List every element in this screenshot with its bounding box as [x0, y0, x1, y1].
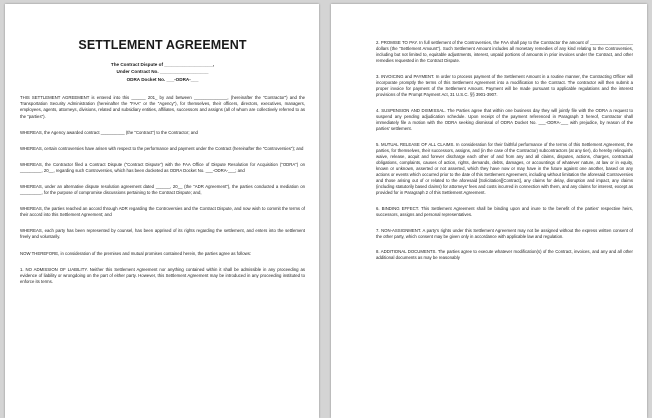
whereas-counsel-paragraph: WHEREAS, each party has been represented by counsel, has been apprised of its rights regarding the settlement, and enters into the settlement freely and voluntarily. — [20, 228, 305, 240]
whereas-contract-paragraph: WHEREAS, the Agency awarded contract __________ (the "Contract") to the Contractor; and — [20, 129, 198, 135]
whereas-controversies-paragraph: WHEREAS, certain controversies have arisen with respect to the performance and payment under the Contract (hereinafter the "Controversies"); and — [20, 145, 304, 151]
clause-5-paragraph: 5. MUTUAL RELEASE OF ALL CLAIMS. In consideration for their faithful performance of the terms of this Settlement Agreement, the parties, for themselves, their successors, assigns, and (in the case of the Contractor) subcontractors (at any tier), do hereby relinquish, waive, release, acquit and forever discharge each other of and from any and all claims, disputes, actions, charges, contractual obligations, complaints, causes of action, rights, demands, debts, damages, or accountings of whatever nature, at law or in equity, known or unknown, asserted or not asserted, which they have now or may have in the future against one another, based on any actions or events which occurred prior to the date of this Settlement Agreement, including without limitation the aforesaid Controversies and those arising out of or related to the aforesaid [Solicitation][Contract], any claims for delay, disruption and impact, any claims (including statutorily based claims) for attorneys' fees and costs incurred in connection with them, and any claims for interest, except as provided for in Paragraph 2 of this Settlement Agreement. — [376, 141, 633, 196]
page-1-content — [20, 38, 305, 295]
whereas-adr-paragraph: WHEREAS, under an alternative dispute resolution agreement dated ______, 20__ (the "ADR Agreement"), the parties conducted a mediation on _________, for the purpose of compromise discussions pertaining to the Contract Dispute; and, — [20, 183, 305, 196]
clause-1-paragraph: 1. NO ADMISSION OF LIABILITY. Neither this Settlement Agreement nor anything contained within it shall be admissible in any proceeding as evidence of liability or wrongdoing on the part of either party. However, this Settlement Agreement may be introduced in any proceeding instituted to enforce its terms. — [20, 266, 305, 284]
clause-3-paragraph: 3. INVOICING and PAYMENT. In order to process payment of the Settlement Amount in a routine manner, the Contracting Officer will incorporate promptly the terms of this Settlement Agreement into a modification to the Contract. The contractor will then submit a proper invoice for payment of the Settlement Amount. Payment will be made pursuant to applicable regulations and the interest provisions of the Prompt Payment Act, 31 U.S.C. §§ 3901-3907. — [376, 73, 633, 98]
document-title: SETTLEMENT AGREEMENT — [78, 38, 247, 52]
case-caption — [20, 61, 305, 83]
now-therefore-paragraph: NOW THEREFORE, in consideration of the premises and mutual promises contained herein, the parties agree as follows: — [20, 250, 252, 256]
preamble-paragraph: THIS SETTLEMENT AGREEMENT is entered into this ______ 201_ by and between ______________, (hereinafter the "Contractor") and the Transportation Security Administration (hereinafter the "FAA" or the "Agency"), for themselves, their officers, directors, executives, managers, employees, agents, attorneys, divisions, related and subsidiary entities, affiliates, successors and assigns (all of whom are collectively referred to as the "parties"). — [20, 95, 305, 119]
docket-number-line: ODRA Docket No. ___-ODRA-___ — [126, 76, 199, 82]
clause-2-paragraph: 2. PROMISE TO PAY. In full settlement of the Controversies, the FAA shall pay to the Contractor the amount of __________________ dollars (the "Settlement Amount"). Such Settlement Amount includes all monetary remedies of any kind relating to the Controversies, including but not limited to, equitable adjustments, interest, unpaid portions of amounts in prior invoices under the Contract, and other remedies requested in the Contract Dispute. — [376, 40, 633, 64]
document-page-1 — [5, 4, 319, 418]
clause-8-paragraph: 8. ADDITIONAL DOCUMENTS. The parties agree to execute whatever modification(s) of the Contract, invoices, and any and all other additional documents as may be reasonably — [376, 249, 633, 261]
clause-7-paragraph: 7. NON-ASSIGNMENT. A party's rights under this Settlement Agreement may not be assigned without the express written consent of the other party, which consent may be given only in accordance with applicable law and regulation. — [376, 227, 633, 239]
contract-dispute-line: The Contract Dispute of ___________________, — [110, 62, 215, 67]
whereas-dispute-paragraph: WHEREAS, the Contractor filed a Contract Dispute ("Contract Dispute") with the FAA Office of Dispute Resolution for Acquisition ("ODRA") on _________, 20__, regarding such Controversies, which has been docketed as ODRA Docket No. ___-ODRA-___; and — [20, 161, 305, 173]
contract-number-line: Under Contract No. ___________________ — [116, 69, 209, 75]
clause-4-paragraph: 4. SUSPENSION AND DISMISSAL. The Parties agree that within one business day they will jointly file with the ODRA a request to suspend any pending adjudication schedule. Upon receipt of the payment referenced in Paragraph 3 hereof, Contractor shall immediately file a motion with the ODRA seeking dismissal of ODRA Docket No. ___-ODRA-___ with prejudice, by reason of the parties' settlement. — [376, 107, 633, 132]
document-page-2 — [331, 4, 647, 418]
whereas-accord-paragraph: WHEREAS, the parties reached an accord through ADR regarding the Controversies and the Contract Dispute, and now wish to commit the terms of their accord into this Settlement Agreement; and — [20, 206, 305, 218]
page-2-content — [376, 40, 633, 271]
clause-6-paragraph: 6. BINDING EFFECT. This Settlement Agreement shall be binding upon and inure to the benefit of the parties' respective heirs, successors, assigns and personal representatives. — [376, 205, 633, 218]
